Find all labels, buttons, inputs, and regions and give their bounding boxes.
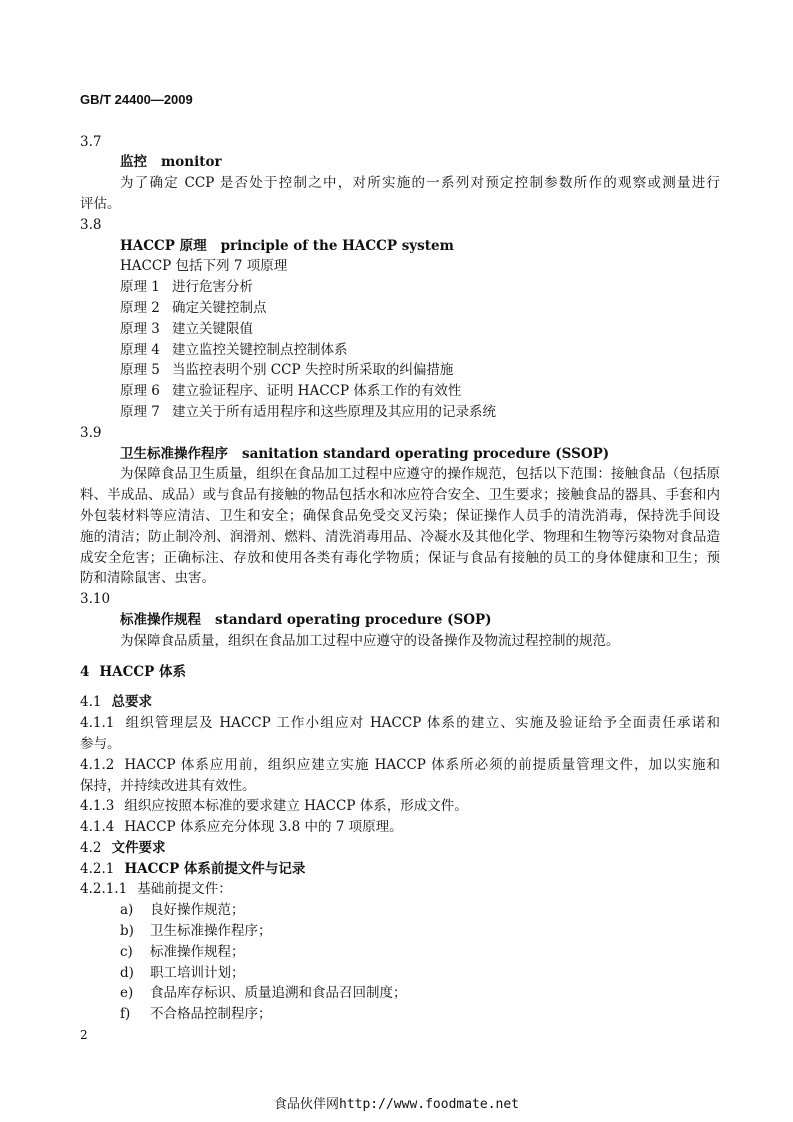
clause-4-2-1-1-heading (80, 879, 720, 900)
clause-3-10-term (80, 610, 720, 631)
clause-text: 组织应按照本标准的要求建立 HACCP 体系，形成文件。 (124, 798, 468, 815)
principle-item (80, 319, 720, 340)
clause-number: 4.1.2 (80, 756, 115, 773)
list-item (80, 1004, 720, 1025)
principle-label: 原理 7 (120, 403, 160, 420)
principles-list (80, 277, 720, 423)
clause-line (80, 713, 720, 734)
list-item (80, 963, 720, 984)
clause-3-9-term (80, 444, 720, 465)
clause-4-1-items (80, 713, 720, 838)
clause-3-10-number: 3.10 (80, 591, 111, 608)
prerequisite-documents-list (80, 900, 720, 1025)
term-en: sanitation standard operating procedure (SSOP) (242, 445, 610, 462)
term-en: monitor (161, 154, 222, 171)
principle-text: 建立关于所有适用程序和这些原理及其应用的记录系统 (172, 403, 496, 420)
list-item (80, 983, 720, 1004)
clause-text: HACCP 体系应用前，组织应建立实施 HACCP 体系所必须的前提质量管理文件，加以实施和 (124, 756, 720, 773)
term-en: standard operating procedure (SOP) (215, 611, 492, 628)
clause-line (80, 776, 720, 797)
clause-line (80, 796, 720, 817)
principle-label: 原理 6 (120, 383, 160, 400)
principle-label: 原理 2 (120, 299, 160, 316)
principle-text: 确定关键控制点 (172, 299, 267, 316)
clause-number: 4.1.1 (80, 715, 115, 732)
list-text: 不合格品控制程序； (150, 1006, 272, 1023)
clause-line (80, 817, 720, 838)
section-title: 基础前提文件： (137, 881, 232, 898)
section-number: 4 (80, 663, 90, 680)
clause-3-7-number: 3.7 (80, 133, 102, 150)
clause-3-9-definition (80, 464, 720, 589)
principle-label: 原理 5 (120, 362, 160, 379)
term-cn: HACCP 原理 (120, 237, 207, 254)
section-title: HACCP 体系前提文件与记录 (124, 860, 306, 877)
list-text: 职工培训计划； (150, 964, 245, 981)
footer-url: http://www.foodmate.net (339, 1096, 520, 1112)
clause-number: 4.1.3 (80, 798, 115, 815)
clause-text: HACCP 体系应充分体现 3.8 中的 7 项原理。 (124, 819, 403, 836)
list-text: 标准操作规程； (150, 943, 245, 960)
clause-3-7-term (80, 152, 720, 173)
principle-item (80, 402, 720, 423)
list-text: 良好操作规范； (150, 902, 245, 919)
standard-code-header: GB/T 24400—2009 (80, 92, 193, 107)
principle-item (80, 340, 720, 361)
clause-line (80, 734, 720, 755)
section-number: 4.1 (80, 694, 102, 711)
principle-text: 建立验证程序、证明 HACCP 体系工作的有效性 (172, 383, 462, 400)
definition-line: 料、半成品、成品）或与食品有接触的物品包括水和冰应符合安全、卫生要求；接触食品的器具、手套和内 (80, 487, 720, 504)
watermark-footer (0, 1096, 793, 1120)
principle-label: 原理 3 (120, 320, 160, 337)
section-number: 4.2.1.1 (80, 881, 128, 898)
document-page (80, 0, 720, 1046)
section-title: 文件要求 (111, 839, 166, 856)
list-item (80, 921, 720, 942)
clause-3-8-term (80, 236, 720, 257)
section-title: 总要求 (111, 694, 152, 711)
definition-line: 施的清洁；防止制冷剂、润滑剂、燃料、清洗消毒用品、冷凝水及其他化学、物理和生物等污染物对食品造 (80, 528, 720, 545)
clause-text: 组织管理层及 HACCP 工作小组应对 HACCP 体系的建立、实施及验证给予全面责任承诺和 (124, 715, 720, 732)
section-number: 4.2.1 (80, 860, 115, 877)
principle-item (80, 381, 720, 402)
principle-item (80, 360, 720, 381)
section-4-heading (80, 662, 720, 683)
principle-item (80, 277, 720, 298)
principle-label: 原理 1 (120, 279, 160, 296)
list-label: a) (120, 902, 134, 919)
list-text: 卫生标准操作程序； (150, 923, 272, 940)
list-label: c) (120, 943, 133, 960)
principle-text: 建立关键限值 (172, 320, 253, 337)
section-title: HACCP 体系 (99, 663, 186, 680)
principles-intro: HACCP 包括下列 7 项原理 (120, 258, 288, 275)
definition-line: 成安全危害；正确标注、存放和使用各类有毒化学物质；保证与食品有接触的员工的身体健康和卫生；预 (80, 549, 720, 566)
clause-3-10-definition: 为保障食品质量，组织在食品加工过程中应遵守的设备操作及物流过程控制的规范。 (120, 632, 620, 649)
term-cn: 标准操作规程 (120, 611, 201, 628)
principle-label: 原理 4 (120, 341, 160, 358)
definition-line: 为保障食品卫生质量，组织在食品加工过程中应遵守的操作规范，包括以下范围：接触食品（包括原 (120, 466, 720, 483)
list-item (80, 942, 720, 963)
principle-item (80, 298, 720, 319)
definition-line: 为了确定 CCP 是否处于控制之中，对所实施的一系列对预定控制参数所作的观察或测量进行 (120, 175, 720, 192)
clause-text: 保持，并持续改进其有效性。 (80, 777, 256, 794)
definition-line: 外包装材料等应清洁、卫生和安全；确保食品免受交叉污染；保证操作人员手的清洗消毒，保持洗手间设 (80, 507, 720, 524)
section-number: 4.2 (80, 839, 102, 856)
list-label: f) (120, 1006, 131, 1023)
clause-3-9-number: 3.9 (80, 424, 102, 441)
clause-4-1-heading (80, 692, 720, 713)
clause-line (80, 755, 720, 776)
clause-4-2-1-heading (80, 859, 720, 880)
term-cn: 卫生标准操作程序 (120, 445, 228, 462)
definition-line: 防和清除鼠害、虫害。 (80, 570, 215, 587)
list-label: d) (120, 964, 134, 981)
clause-number: 4.1.4 (80, 819, 115, 836)
principle-text: 当监控表明个别 CCP 失控时所采取的纠偏措施 (172, 362, 454, 379)
list-item (80, 900, 720, 921)
principle-text: 建立监控关键控制点控制体系 (172, 341, 348, 358)
principle-text: 进行危害分析 (172, 279, 253, 296)
term-en: principle of the HACCP system (220, 237, 454, 254)
term-cn: 监控 (120, 154, 147, 171)
clause-4-2-heading (80, 838, 720, 859)
list-label: b) (120, 923, 134, 940)
page-number: 2 (80, 1028, 88, 1043)
footer-site-name: 食品伙伴网 (273, 1096, 339, 1112)
clause-3-8-number: 3.8 (80, 216, 102, 233)
definition-line: 评估。 (80, 195, 121, 212)
list-text: 食品库存标识、质量追溯和食品召回制度； (150, 985, 407, 1002)
clause-text: 参与。 (80, 735, 121, 752)
list-label: e) (120, 985, 134, 1002)
